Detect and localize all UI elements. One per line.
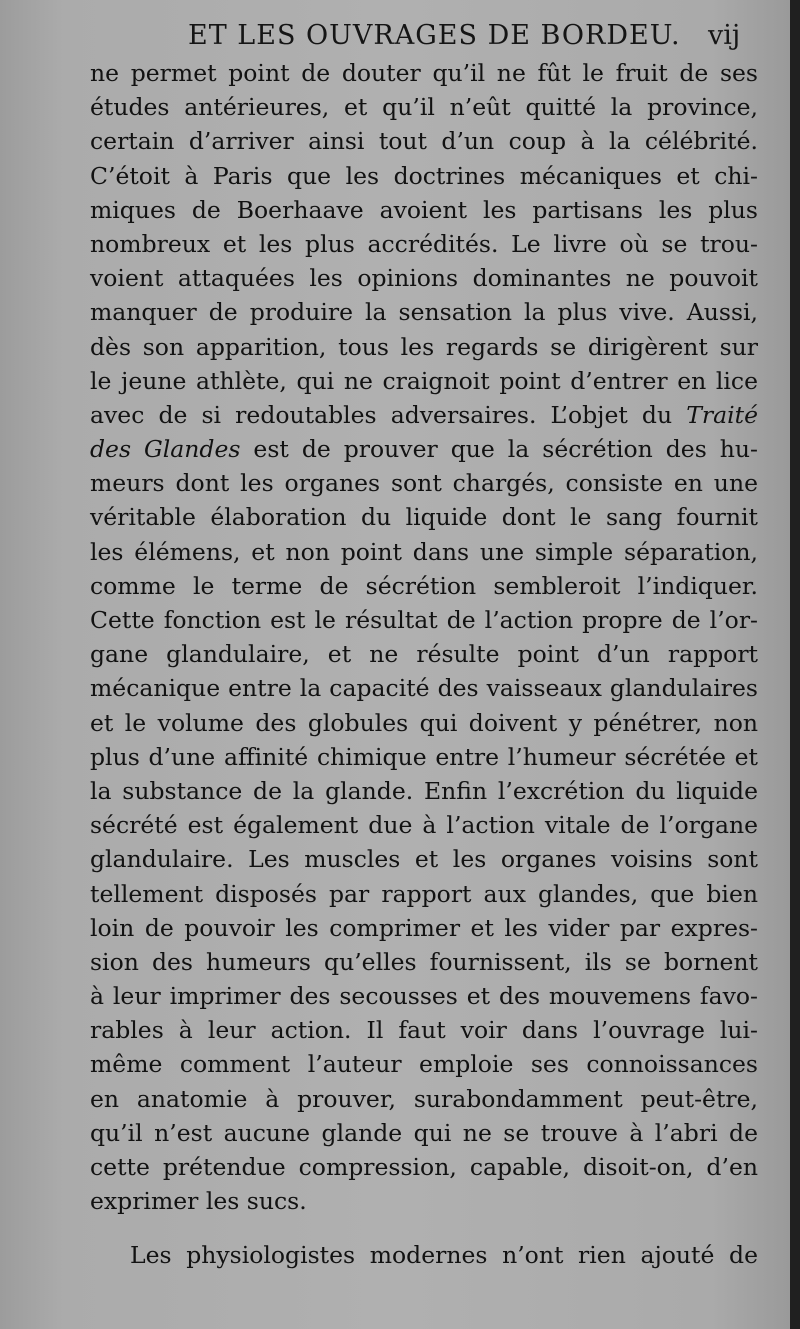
text-line: voient attaquées les opinions dominantes ne pouvoit [90,264,758,293]
text-line: et le volume des globules qui doivent y pénétrer, non [90,708,758,737]
text-line: Les physiologistes modernes n’ont rien ajouté de [130,1241,758,1270]
text-line: exprimer les sucs. [90,1187,307,1216]
text-line: les élémens, et non point dans une simple séparation, [90,537,758,566]
text-line: gane glandulaire, et ne résulte point d’un rapport [90,640,758,669]
text-line: à leur imprimer des secousses et des mouvemens favo- [90,982,758,1011]
text-line: comme le terme de sécrétion sembleroit l’indiquer. [90,571,758,600]
page-header [0,18,790,58]
text-line: en anatomie à prouver, surabondamment peut-être, [90,1084,758,1113]
running-title: ET LES OUVRAGES DE BORDEU. [188,20,681,51]
text-line [90,398,758,432]
text-line: le jeune athlète, qui ne craignoit point d’entrer en lice [90,366,758,395]
text-line: miques de Boerhaave avoient les partisans les plus [90,195,758,224]
text-line: plus d’une affinité chimique entre l’humeur sécrétée et [90,742,758,771]
text-line: sion des humeurs qu’elles fournissent, ils se bornent [90,947,758,976]
text-line: qu’il n’est aucune glande qui ne se trouve à l’abri de [90,1118,758,1147]
text-line [90,432,758,466]
text-line: rables à leur action. Il faut voir dans l’ouvrage lui- [90,1016,758,1045]
body-text [90,56,758,1273]
text-line: cette prétendue compression, capable, disoit-on, d’en [90,1153,758,1181]
paragraph-1 [90,56,758,1218]
text-line: mécanique entre la capacité des vaisseaux glandulaires [90,674,758,703]
book-title-italic: des Glandes [90,435,241,464]
text-line: loin de pouvoir les comprimer et les vider par expres- [90,913,758,942]
text-segment: avec de si redoutables adversaires. L’objet du [90,400,673,429]
text-line: certain d’arriver ainsi tout d’un coup à la célébrité. [90,127,758,156]
page-edge-shadow [790,0,800,1329]
text-line: même comment l’auteur emploie ses connoissances [90,1050,758,1079]
text-line: la substance de la glande. Enfin l’excrétion du liquide [90,776,758,805]
paragraph-2 [90,1238,758,1272]
text-line: tellement disposés par rapport aux glandes, que bien [90,879,758,908]
text-line: glandulaire. Les muscles et les organes voisins sont [90,845,758,874]
text-line: meurs dont les organes sont chargés, consiste en une [90,469,758,498]
text-segment: est de prouver que la sécrétion des hu- [253,435,758,464]
page-number: vij [708,20,741,51]
text-line: manquer de produire la sensation la plus vive. Aussi, [90,298,758,327]
text-line: Cette fonction est le résultat de l’action propre de l’or- [90,606,758,634]
text-line: nombreux et les plus accrédités. Le livre où se trou- [90,229,758,258]
text-line: études antérieures, et qu’il n’eût quitté la province, [90,93,758,122]
text-line: ne permet point de douter qu’il ne fût le fruit de ses [90,59,758,87]
text-line: véritable élaboration du liquide dont le sang fournit [90,503,758,532]
book-title-italic: Traité [686,400,758,429]
text-line: C’étoit à Paris que les doctrines mécaniques et chi- [90,161,758,190]
text-line: sécrété est également due à l’action vitale de l’organe [90,811,758,840]
text-line: dès son apparition, tous les regards se dirigèrent sur [90,332,758,361]
